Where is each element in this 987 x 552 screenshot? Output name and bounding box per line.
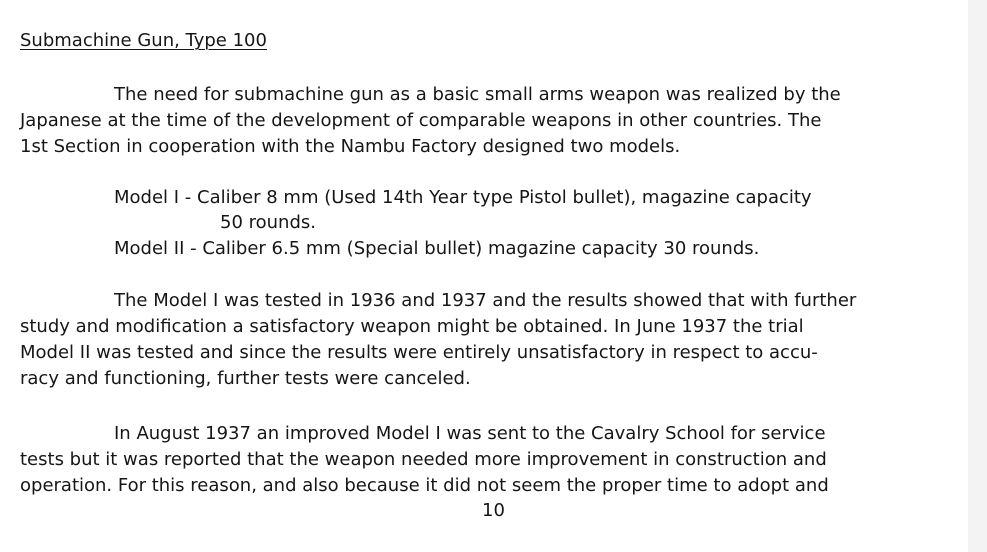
paragraph-line: The need for submachine gun as a basic small arms weapon was realized by the	[114, 84, 841, 105]
paragraph-line: Japanese at the time of the development of comparable weapons in other countries. The	[20, 110, 822, 131]
model-line-continuation: 50 rounds.	[220, 212, 316, 233]
paragraph-line: racy and functioning, further tests were canceled.	[20, 368, 471, 389]
paragraph-line: study and modification a satisfactory weapon might be obtained. In June 1937 the trial	[20, 316, 804, 337]
model-line: Model I - Caliber 8 mm (Used 14th Year type Pistol bullet), magazine capacity	[114, 187, 812, 208]
paragraph-line: 1st Section in cooperation with the Nambu Factory designed two models.	[20, 136, 681, 157]
section-heading: Submachine Gun, Type 100	[20, 30, 267, 51]
paragraph-line: Model II was tested and since the results were entirely unsatisfactory in respect to accu-	[20, 342, 818, 363]
page-number: 10	[482, 500, 505, 521]
paragraph-line: operation. For this reason, and also because it did not seem the proper time to adopt and	[20, 475, 829, 496]
paragraph-line: The Model I was tested in 1936 and 1937 and the results showed that with further	[114, 290, 857, 311]
paragraph-line: tests but it was reported that the weapon needed more improvement in construction and	[20, 449, 827, 470]
paragraph-line: In August 1937 an improved Model I was sent to the Cavalry School for service	[114, 423, 826, 444]
model-line: Model II - Caliber 6.5 mm (Special bullet) magazine capacity 30 rounds.	[114, 238, 760, 259]
viewer-side-gutter	[968, 0, 987, 552]
